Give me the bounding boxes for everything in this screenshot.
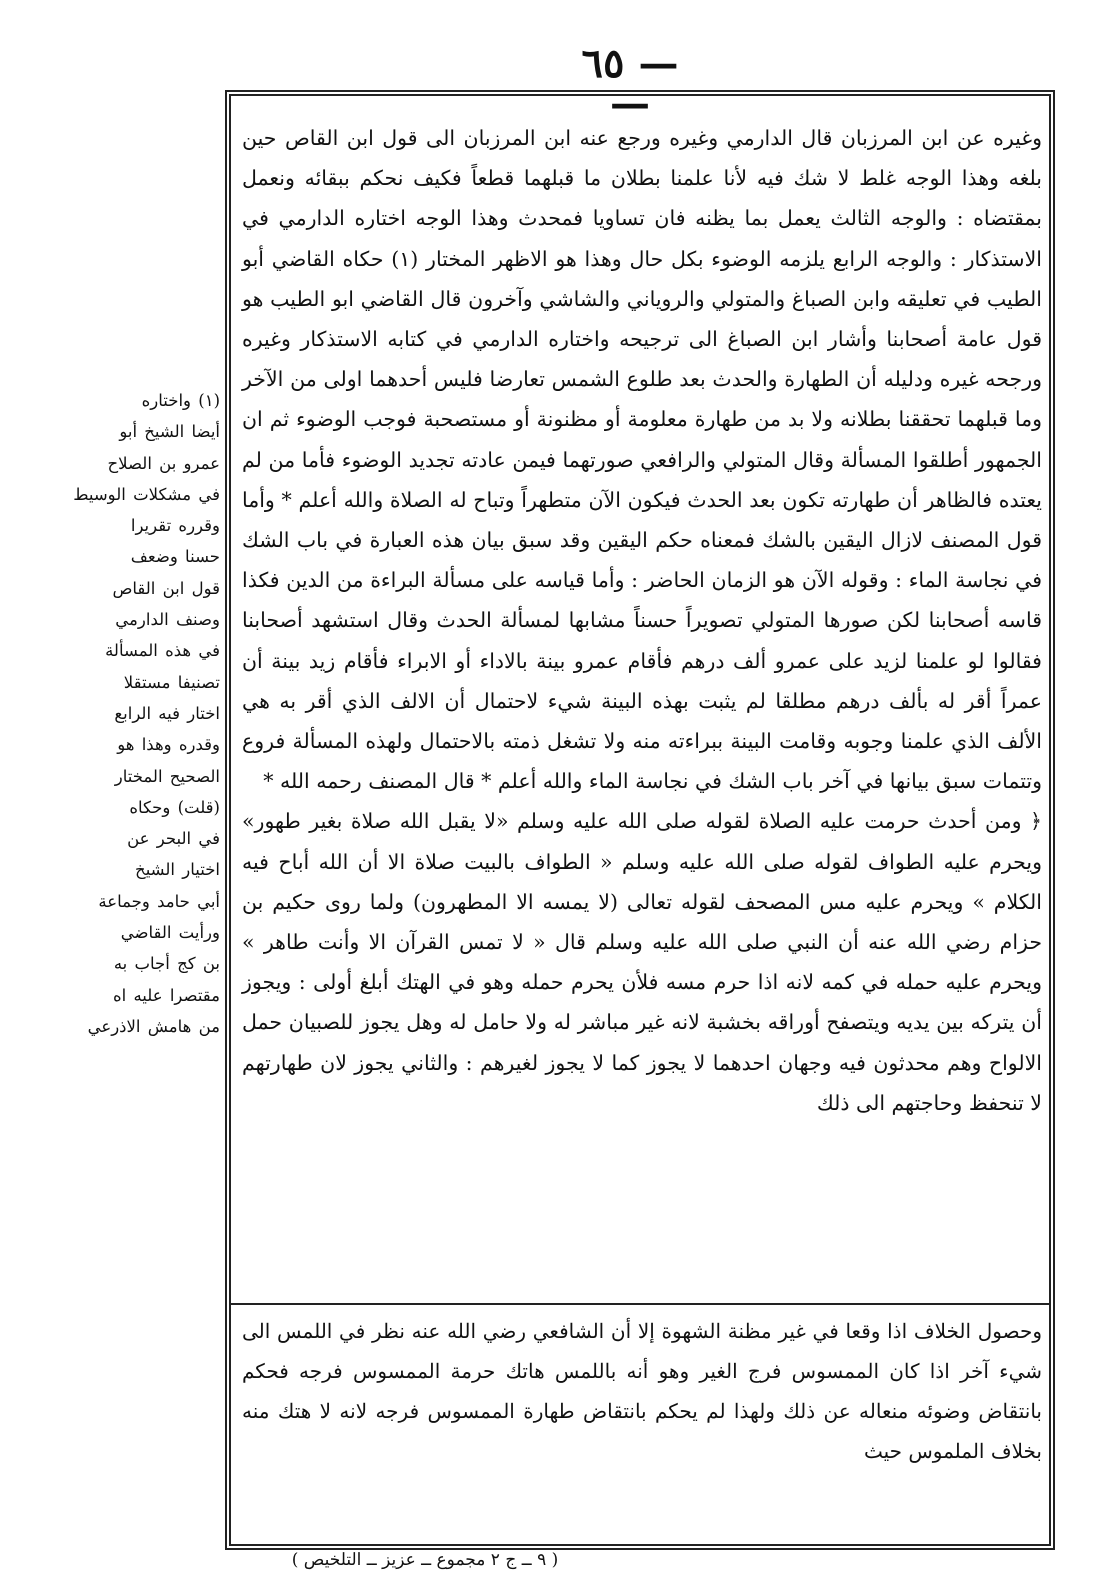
footnote-paragraph: وحصول الخلاف اذا وقعا في غير مظنة الشهوة إلا أن الشافعي رضي الله عنه نظر في اللمس الى شيء آخر اذا كان الممسوس فرج الغير وهو أنه باللمس هاتك حرمة الممسوس فرجه فحكم بانتقاض وضوئه منعاله عن ذلك ولهذا لم يحكم بانتقاض طهارة الممسوس فرجه لانه لا هتك منه بخلاف الملموس حيث — [242, 1319, 1042, 1463]
margin-note-line: وقرره تقريرا — [130, 516, 220, 536]
main-paragraph-1: وغيره عن ابن المرزبان قال الدارمي وغيره ورجع عنه ابن المرزبان الى قول ابن القاص حين بلغه وهذا الوجه غلط لا شك فيه لأنا علمنا بطلان ما قبلهما قطعاً فكيف نحكم ببقائه ونعمل بمقتضاه : والوجه الثالث يعمل بما يظنه فان تساويا فمحدث وهذا الوجه اختاره الدارمي في الاستذكار : والوجه الرابع يلزمه الوضوء بكل حال وهذا هو الاظهر المختار (١) حكاه القاضي أبو الطيب في تعليقه وابن الصباغ والمتولي والروياني والشاشي وآخرون قال القاضي ابو الطيب هو قول عامة أصحابنا وأشار ابن الصباغ الى ترجيحه واختاره الدارمي في كتابه الاستذكار وغيره ورجحه غيره ودليله أن الطهارة والحدث بعد طلوع الشمس تعارضا فليس أحدهما اولى من الآخر وما قبلهما تحققنا بطلانه ولا بد من طهارة معلومة أو مظنونة أو مستصحبة فوجب الوضوء ثم ان الجمهور أطلقوا المسألة وقال المتولي والرافعي صورتهما فيمن عادته تجديد الوضوء فأما من لم يعتده فالظاهر أن طهارته تكون بعد الحدث فيكون الآن متطهراً وتباح له الصلاة والله أعلم * وأما قول المصنف لازال اليقين بالشك فمعناه حكم اليقين وقد سبق بيان هذه العبارة في باب الشك في نجاسة الماء : وقوله الآن هو الزمان الحاضر : وأما قياسه على مسألة البراءة من الدين فكذا قاسه أصحابنا لكن صورها المتولي تصويراً حسناً مشابها لمسألة الحدث وقال استشهد أصحابنا فقالوا لو علمنا لزيد على عمرو ألف درهم فأقام عمرو بينة بالاداء أو الابراء فأقام زيد بينة أن عمراً أقر له بألف درهم مطلقا لم يثبت بهذه البينة شيء لاحتمال أن الالف الذي أقر به هي الألف الذي علمنا وجوبه وقامت البينة ببراءته منه ولا تشغل ذمته بالاحتمال ولهذه المسألة فروع وتتمات سبق بيانها في آخر باب الشك في نجاسة الماء والله أعلم * قال المصنف رحمه الله * — [242, 126, 1042, 794]
footnote-divider — [231, 1303, 1049, 1305]
margin-note-line: ورأيت القاضي — [120, 923, 220, 943]
margin-note-line: في هذه المسألة — [105, 641, 220, 661]
signature-mark: ( ٩ ــ ج ٢ مجموع ــ عزيز ــ التلخيص ) — [291, 1550, 559, 1570]
margin-note-line: تصنيفا مستقلا — [123, 672, 220, 692]
margin-note-line: (١) واختاره — [141, 391, 220, 410]
margin-note-line: في البحر عن — [127, 829, 220, 849]
footnote-text — [242, 1311, 1042, 1471]
margin-note-line: وقدره وهذا هو — [117, 735, 220, 755]
main-text — [242, 118, 1042, 1123]
margin-note-line: من هامش الاذرعي — [87, 1016, 220, 1036]
margin-note-line: اختيار الشيخ — [135, 860, 220, 880]
margin-note-line: في مشكلات الوسيط — [73, 484, 220, 504]
margin-note-line: وصنف الدارمي — [115, 610, 220, 630]
margin-note-line: بن كج أجاب به — [113, 954, 220, 974]
margin-note-line: الصحيح المختار — [114, 766, 220, 786]
margin-note-line: أيضا الشيخ أبو — [119, 422, 220, 442]
main-paragraph-2: ﴿ ومن أحدث حرمت عليه الصلاة لقوله صلى الله عليه وسلم «لا يقبل الله صلاة بغير طهور» ويحرم عليه الطواف لقوله صلى الله عليه وسلم « الطواف بالبيت صلاة الا أن الله أباح فيه الكلام » ويحرم عليه مس المصحف لقوله تعالى (لا يمسه الا المطهرون) ولما روى حكيم بن حزام رضي الله عنه أن النبي صلى الله عليه وسلم قال « لا تمس القرآن الا وأنت طاهر » ويحرم عليه حمله في كمه لانه اذا حرم مسه فلأن يحرم حمله وهو في الهتك أبلغ أولى : ويجوز أن يتركه بين يديه ويتصفح أوراقه بخشبة لانه غير مباشر له ولا حامل له وهل يجوز للصبيان حمل الالواح وهم محدثون فيه وجهان احدهما لا يجوز كما لا يجوز لغيرهم : والثاني يجوز لان طهارتهم لا تنحفظ وحاجتهم الى ذلك — [242, 809, 1042, 1115]
margin-note-line: قول ابن القاص — [112, 578, 220, 598]
margin-note-line: (قلت) وحكاه — [129, 797, 220, 817]
margin-note-line: عمرو بن الصلاح — [107, 453, 220, 473]
margin-note-line: مقتصرا عليه اه — [112, 985, 220, 1005]
margin-note-line: أبي حامد وجماعة — [98, 891, 220, 911]
page-number: — ٦٥ — — [581, 40, 679, 127]
margin-note — [58, 385, 220, 1042]
margin-note-line: اختار فيه الرابع — [114, 703, 220, 723]
margin-note-line: حسنا وضعف — [130, 547, 220, 567]
